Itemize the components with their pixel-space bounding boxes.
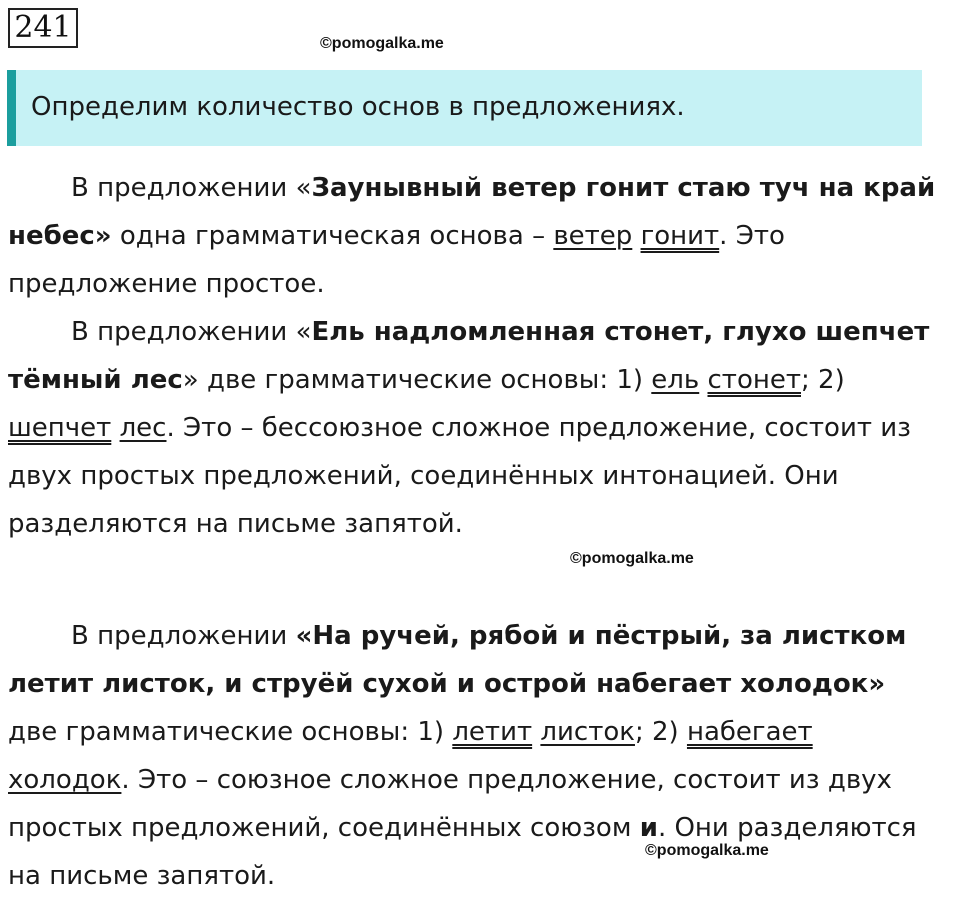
quoted-sentence: Ель надломленная стонет, глухо шепчет тёмный лес <box>8 317 930 395</box>
para-lead: В предложении « <box>71 173 312 203</box>
conjunction-word: и <box>639 813 658 843</box>
intro-banner <box>7 70 922 146</box>
para-text: ; 2) <box>801 365 845 395</box>
subject-word: ель <box>651 365 700 395</box>
word-gap <box>111 413 119 443</box>
intro-text: Определим количество основ в предложениях. <box>31 92 685 122</box>
para-text: . Это предложение простое. <box>8 221 785 299</box>
para-text: . Это – союзное сложное предложение, состоит из двух простых предложений, соединённых союзом <box>8 765 892 843</box>
subject-word: ветер <box>553 221 633 251</box>
subject-word: листок <box>540 717 635 747</box>
paragraph-3 <box>8 612 938 900</box>
para-text: две грамматические основы: 1) <box>8 717 453 747</box>
predicate-word: гонит <box>640 221 720 251</box>
para-lead: В предложении <box>71 621 296 651</box>
paragraph-1 <box>8 164 938 308</box>
predicate-word: стонет <box>707 365 801 395</box>
word-gap <box>699 365 707 395</box>
para-text: ; 2) <box>634 717 687 747</box>
para-text: одна грамматическая основа – <box>111 221 554 251</box>
para-text: две грамматические основы: 1) <box>198 365 652 395</box>
quoted-sentence: «На ручей, рябой и пёстрый, за листком летит листок, и струёй сухой и острой набегает холодок» <box>8 621 907 699</box>
paragraph-2 <box>8 308 938 548</box>
para-text: . Они разделяются на письме запятой. <box>8 813 917 891</box>
predicate-word: летит <box>452 717 533 747</box>
watermark: ©pomogalka.me <box>570 550 694 567</box>
quote-close: » <box>182 365 199 395</box>
task-number: 241 <box>8 8 78 48</box>
predicate-word: набегает <box>686 717 813 747</box>
predicate-word: шепчет <box>8 413 112 443</box>
watermark: ©pomogalka.me <box>645 842 769 859</box>
subject-word: холодок <box>8 765 122 795</box>
para-lead: В предложении « <box>71 317 312 347</box>
word-gap <box>632 221 640 251</box>
quoted-sentence: Заунывный ветер гонит стаю туч на край небес» <box>8 173 936 251</box>
subject-word: лес <box>119 413 167 443</box>
para-text: . Это – бессоюзное сложное предложение, состоит из двух простых предложений, соединённых интонацией. Они разделяются на письме запятой. <box>8 413 911 539</box>
watermark: ©pomogalka.me <box>320 35 444 52</box>
